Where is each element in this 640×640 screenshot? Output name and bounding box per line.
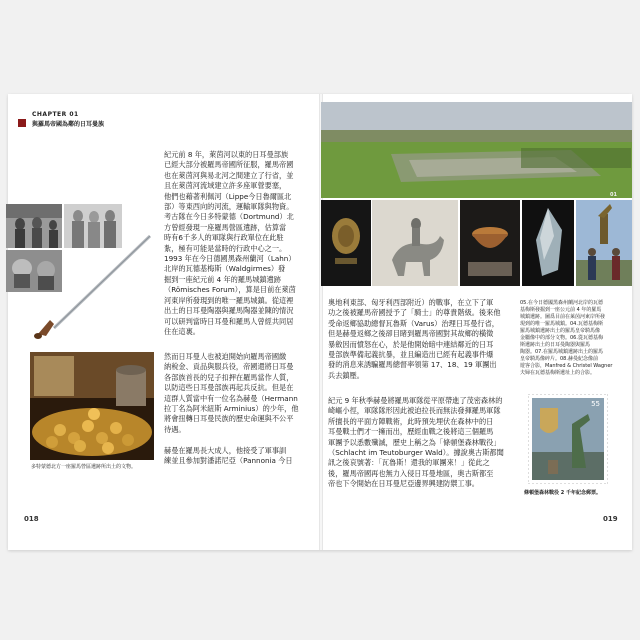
photo-tourists-monument <box>576 200 632 286</box>
left-paragraph-3: 赫曼在羅馬長大成人，他接受了軍事訓 練並且參加對潘諾尼亞（Pannonia 今日 <box>164 446 293 466</box>
right-paragraph-1: 奧地利東部、匈牙利西部附近）的戰事，在立下了軍 功之後被羅馬帝國授予了「騎士」的尊貴階級。後來他 受命返鄉協助總督瓦魯斯（Varus）治理日耳曼行省， 但是赫曼返鄉之後卻目睹到羅馬帝國對其故鄉的橫徵 暴斂因而憤怒在心，於是他開始暗中連結鄰近的日耳 曼部族準備起義抗暴，並且編造出已經有起義事件爆 發的消息來誘騙羅馬總督率領第 17、18、19 軍團出 兵去鎮壓。 <box>328 298 501 380</box>
chapter-label: CHAPTER 01 <box>32 111 79 118</box>
photo-sword <box>24 232 154 342</box>
photo-gold-coins <box>30 352 154 460</box>
figure-caption: 多特蒙德北方一座羅馬營區遺跡所出土的文物。 <box>31 464 137 470</box>
stamp-value: 55 <box>591 400 600 408</box>
page-number-right: 019 <box>603 515 618 523</box>
stamp-caption: 條頓堡森林戰役 2 千年紀念郵票。 <box>524 490 601 496</box>
photo-caption: 05.在今日德國黑森州蘭河北岸的瓦德 基梅斯發掘到一座公元前 4 年的羅馬 城鎮遺跡。圖爲目前在萊茵河東岸所發 現到的唯一羅馬城鎮。04.瓦德基梅斯 羅馬城鎮遺跡出土的羅馬皇帝騎馬像 金屬像中的部分文物。06.從瓦德基梅 斯遺跡出土的日耳曼陶器與羅馬 陶器。07.在羅馬城鎮遺跡出土的羅馬 皇帝騎馬像碎片。08.赫曼紀念像前 遊客合影，Manfred & Christel Wagner 夫婦在瓦德基梅斯遺址上的合影。 <box>520 300 613 376</box>
left-paragraph-1: 紀元前 8 年，萊茵河以東的日耳曼部族 已經大部分被羅馬帝國所征服，羅馬帝國 也在萊茵河與易北河之間建立了行省，並 且在萊茵河流域建立許多座軍營要塞， 他們也藉著利佩河（Lippe今日魯爾區北 部）等東西向的河流，運輸軍隊與物資。 考古隊在今日多特蒙德（Dortmund）北 方曾經發現一座羅馬營區遺跡，估算當 時有6千多人的軍隊與行政單位在此駐 紮，極有可能是當時的行政中心之一。 1993 年在今日德國黑森州蘭河（Lahn） 北岸的瓦德基梅斯（Waldgirmes）發 掘到一座紀元前 4 年的羅馬城鎮遺跡 （Römisches Forum），算是目前在萊茵 河東岸所發現到的唯一羅馬城鎮。從這裡 出土的日耳曼陶器與羅馬陶器並陳的情況 可以研判當時日耳曼和羅馬人曾經共同居 住在這裏。 <box>164 150 296 336</box>
photo-excavation-site <box>321 102 632 198</box>
page-number-left: 018 <box>24 515 39 523</box>
photo-bronze-face <box>321 200 371 286</box>
left-paragraph-2: 然而日耳曼人也被迫開始向羅馬帝國繳 納稅金、貢品與服兵役，帝國還將日耳曼 各部族首長的兒子扣押在羅馬當作人質， 以防這些日耳曼部族再起兵反抗。但是在 這群人質當中有一位名為赫曼（Hermann 拉丁名為阿米紐斯 Arminius）的少年，他 將會扭轉日耳曼民族的歷史命運與不公平 待遇。 <box>164 352 299 434</box>
commemorative-stamp <box>528 394 608 484</box>
photo-number: 01 <box>610 192 617 198</box>
photo-metal-fragment <box>522 200 574 286</box>
right-paragraph-2: 紀元 9 年秋季赫曼將羅馬軍隊從平原帶進了茂密森林的 崎嶇小徑，軍隊隊形因此被迫拉長而無法發揮羅馬軍隊 所擅長的平面方陣戰術，此時預先埋伏在森林中的日 耳曼戰士們才一擁而出，歷經血戰之後將這三個羅馬 軍團予以悉數殲滅，歷史上稱之為「條頓堡森林戰役」 （Schlacht im Teutoburger Wald）。據說奧古斯都聞 訊之後哀號著：「瓦魯斯！還我的軍團來！」從此之 後，羅馬帝國再也無力入侵日耳曼地區，奧古斯都至 帝也下令開始在日耳曼尼亞邊界興建防禦工事。 <box>328 396 504 489</box>
photo-clay-bowl <box>460 200 520 286</box>
chapter-title: 與羅馬帝國為鄰的日耳曼族 <box>32 121 105 128</box>
chapter-marker <box>18 119 26 127</box>
photo-rider-statue <box>372 200 458 286</box>
